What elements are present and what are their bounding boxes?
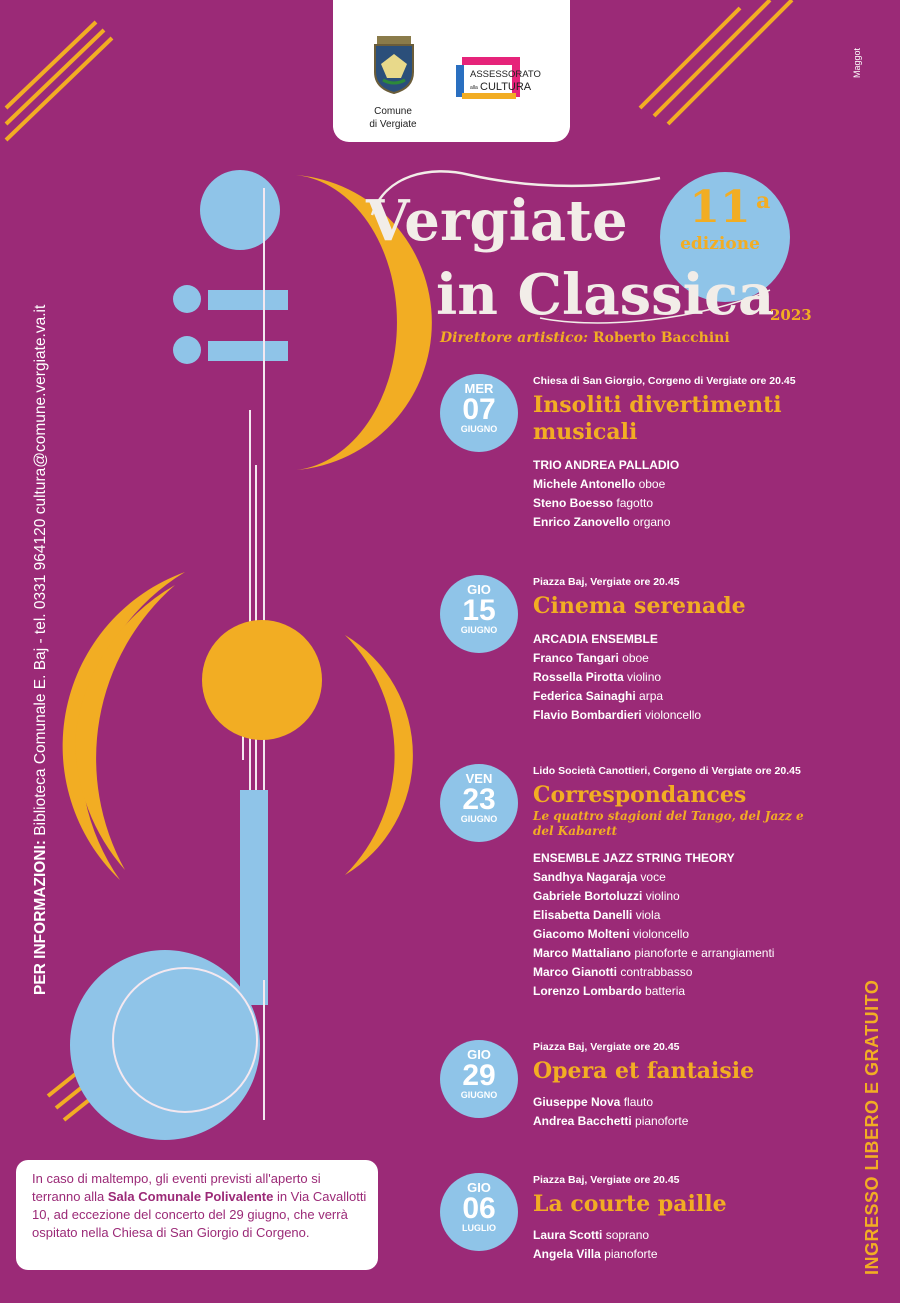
performer-role: oboe: [638, 477, 666, 491]
alla-text: alla: [470, 85, 478, 91]
event-title: Opera et fantaisie: [533, 1058, 755, 1084]
weather-highlight: Sala Comunale Polivalente: [107, 1189, 274, 1204]
event-title: La courte paille: [533, 1191, 727, 1217]
performer-name: Flavio Bombardieri: [533, 708, 642, 722]
event-ensemble: ENSEMBLE JAZZ STRING THEORY: [533, 851, 735, 865]
artistic-director: [440, 330, 730, 346]
body-right-crescent: [345, 635, 413, 875]
performer-name: Giuseppe Nova: [533, 1095, 621, 1109]
event-venue: Piazza Baj, Vergiate ore 20.45: [533, 576, 680, 588]
performer-role: pianoforte e arrangiamenti: [634, 946, 775, 960]
performer-role: pianoforte: [635, 1114, 689, 1128]
body-center-circle: [202, 620, 322, 740]
event-month: GIUGNO: [460, 1090, 498, 1100]
performer-name: Laura Scotti: [533, 1228, 603, 1242]
event-weekday: VEN: [465, 771, 493, 786]
weather-text: [32, 1170, 372, 1242]
info-contact: [32, 305, 50, 995]
director-label: Direttore artistico:: [440, 330, 589, 346]
coat-of-arms-icon: [371, 36, 417, 94]
peg-bar-top: [208, 290, 288, 310]
performer-role: contrabbasso: [620, 965, 693, 979]
event-venue: Lido Società Canottieri, Corgeno di Vergiate ore 20.45: [533, 765, 801, 777]
performer: [533, 475, 873, 494]
title-line-1: Vergiate: [366, 188, 628, 254]
performer: [533, 868, 873, 887]
performer-role: violoncello: [645, 708, 702, 722]
event-weekday: GIO: [467, 1180, 491, 1195]
performer-role: flauto: [623, 1095, 654, 1109]
event-ensemble: TRIO ANDREA PALLADIO: [533, 458, 680, 472]
weather-text-after: in Via Cavallotti 10, ad eccezione del concerto del 29 giugno, che verrà ospitato nella Chiesa di San Giorgio di Corgeno.: [32, 1189, 367, 1240]
note-stem: [240, 790, 268, 1005]
event-day: 07: [462, 393, 496, 426]
performer-role: oboe: [622, 651, 649, 665]
free-entry: INGRESSO LIBERO E GRATUITO: [862, 979, 882, 1275]
performer-name: Marco Mattaliano: [533, 946, 632, 960]
event-month: GIUGNO: [460, 625, 498, 635]
performer-name: Enrico Zanovello: [533, 515, 630, 529]
director-name: Roberto Bacchini: [592, 330, 730, 346]
performer: [533, 1226, 873, 1245]
performer-role: pianoforte: [604, 1247, 658, 1261]
performer-name: Sandhya Nagaraja: [533, 870, 638, 884]
assessorato-logo: [456, 55, 542, 101]
credit-label: Maggot: [852, 47, 862, 78]
performer-name: Michele Antonello: [533, 477, 636, 491]
info-label: PER INFORMAZIONI:: [32, 840, 49, 995]
event-month: LUGLIO: [462, 1223, 496, 1233]
comune-line1: Comune: [374, 106, 412, 117]
festival-year: 2023: [770, 306, 812, 324]
performer-name: Franco Tangari: [533, 651, 619, 665]
event-venue: Piazza Baj, Vergiate ore 20.45: [533, 1041, 680, 1053]
performer: [533, 494, 873, 513]
weather-text-before: In caso di maltempo, gli eventi previsti all'aperto si terranno alla: [32, 1171, 321, 1204]
cultura-text: CULTURA: [480, 81, 532, 93]
performer-name: Rossella Pirotta: [533, 670, 624, 684]
event-day: 23: [462, 783, 496, 816]
performer-name: Giacomo Molteni: [533, 927, 630, 941]
performer: [533, 649, 873, 668]
peg-circle-top: [173, 285, 201, 313]
performer-name: Lorenzo Lombardo: [533, 984, 642, 998]
event-title: Insoliti divertimenti musicali: [533, 392, 782, 445]
event-day: 29: [462, 1059, 496, 1092]
performer-name: Marco Gianotti: [533, 965, 618, 979]
date-badge: [440, 1040, 518, 1118]
peg-bar-bottom: [208, 341, 288, 361]
performer-name: Elisabetta Danelli: [533, 908, 633, 922]
peg-circle-bottom: [173, 336, 201, 364]
comune-line2: di Vergiate: [369, 119, 417, 130]
performer-role: soprano: [605, 1228, 650, 1242]
performer-name: Steno Boesso: [533, 496, 614, 510]
diagonal-stripes-left: [6, 22, 112, 140]
note-head: [70, 950, 260, 1140]
edition-word: edizione: [680, 234, 760, 254]
performer-role: violino: [645, 889, 680, 903]
performer-role: arpa: [639, 689, 664, 703]
logo-panel: [333, 0, 570, 142]
date-badge: [440, 1173, 518, 1251]
event-subtitle: Le quattro stagioni del Tango, del Jazz e del Kabarett: [533, 809, 804, 838]
performer: [533, 513, 873, 532]
performer-name: Gabriele Bortoluzzi: [533, 889, 643, 903]
event-ensemble: ARCADIA ENSEMBLE: [533, 632, 658, 646]
edition-number: 11: [689, 182, 751, 233]
diagonal-stripes-right: [640, 0, 792, 124]
performer: [533, 668, 873, 687]
date-badge: [440, 764, 518, 842]
date-badge: [440, 575, 518, 653]
event-month: GIUGNO: [460, 814, 498, 824]
performer: [533, 887, 873, 906]
performer: [533, 963, 873, 982]
performer-role: violino: [627, 670, 662, 684]
performer-role: organo: [633, 515, 671, 529]
event-weekday: GIO: [467, 1047, 491, 1062]
performer: [533, 906, 873, 925]
performer-role: batteria: [645, 984, 686, 998]
performer-role: violoncello: [633, 927, 690, 941]
weather-notice: [16, 1160, 378, 1270]
performer-name: Federica Sainaghi: [533, 689, 636, 703]
performer-role: fagotto: [616, 496, 654, 510]
event-venue: Piazza Baj, Vergiate ore 20.45: [533, 1174, 680, 1186]
event-month: GIUGNO: [460, 424, 498, 434]
performer: [533, 925, 873, 944]
event-day: 15: [462, 594, 496, 627]
edition-superscript: a: [756, 188, 771, 214]
top-blue-circle: [200, 170, 280, 250]
performer: [533, 1112, 873, 1131]
event-weekday: MER: [464, 381, 494, 396]
comune-label: [361, 105, 425, 131]
info-text: Biblioteca Comunale E. Baj - tel. 0331 964120 cultura@comune.vergiate.va.it: [32, 304, 49, 836]
performer: [533, 706, 873, 725]
performer: [533, 687, 873, 706]
performer-role: voce: [640, 870, 666, 884]
date-badge: [440, 374, 518, 452]
event-venue: Chiesa di San Giorgio, Corgeno di Vergiate ore 20.45: [533, 375, 796, 387]
performer: [533, 944, 873, 963]
assessorato-text: ASSESSORATO: [470, 69, 541, 80]
title-line-2: in Classica: [436, 262, 775, 328]
event-weekday: GIO: [467, 582, 491, 597]
performer: [533, 982, 873, 1001]
performer: [533, 1093, 873, 1112]
performer-name: Andrea Bacchetti: [533, 1114, 632, 1128]
performer-name: Angela Villa: [533, 1247, 601, 1261]
performer: [533, 1245, 873, 1264]
event-day: 06: [462, 1192, 496, 1225]
event-title: Cinema serenade: [533, 593, 746, 619]
event-title: Correspondances: [533, 782, 747, 808]
performer-role: viola: [635, 908, 661, 922]
